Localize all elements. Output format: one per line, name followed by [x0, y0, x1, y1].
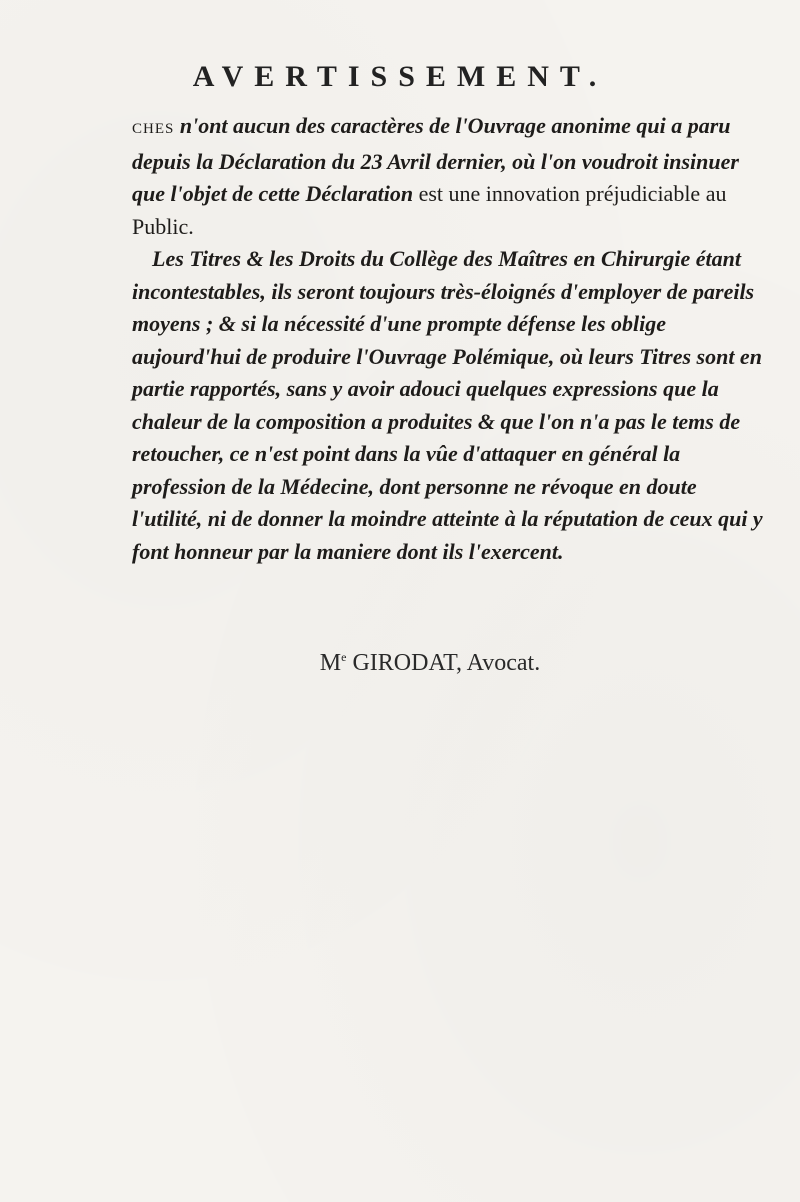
signature-name: GIRODAT, Avocat.	[352, 650, 541, 676]
body-text	[132, 110, 772, 568]
page-title: AVERTISSEMENT.	[192, 60, 608, 93]
paragraph-1-roman: est une innovation préjudiciable au Public.	[132, 181, 727, 239]
paragraph-1	[132, 110, 772, 243]
signature-prefix: M	[319, 650, 342, 676]
signature	[0, 650, 800, 677]
paragraph-1-lead: CHES	[132, 121, 175, 137]
paragraph-2: Les Titres & les Droits du Collège des Maîtres en Chirurgie étant incontestables, ils seront toujours très-éloignés d'employer de pareils moyens ; & si la nécessité d'une prompte défense les oblige aujourd'hui de produire l'Ouvrage Polémique, où leurs Titres sont en partie rapportés, sans y avoir adouci quelques expressions que la chaleur de la composition a produites & que l'on n'a pas le tems de retoucher, ce n'est point dans la vûe d'attaquer en général la profession de la Médecine, dont personne ne révoque en doute l'utilité, ni de donner la moindre atteinte à la réputation de ceux qui y font honneur par la maniere dont ils l'exercent.	[132, 246, 763, 564]
paragraph-1-italic: n'ont aucun des caractères de l'Ouvrage anonime qui a paru depuis la Déclaration du 23 Avril dernier, où l'on voudroit insinuer que l'objet de cette Déclaration	[132, 113, 739, 206]
signature-prefix-sup: e	[341, 650, 347, 664]
